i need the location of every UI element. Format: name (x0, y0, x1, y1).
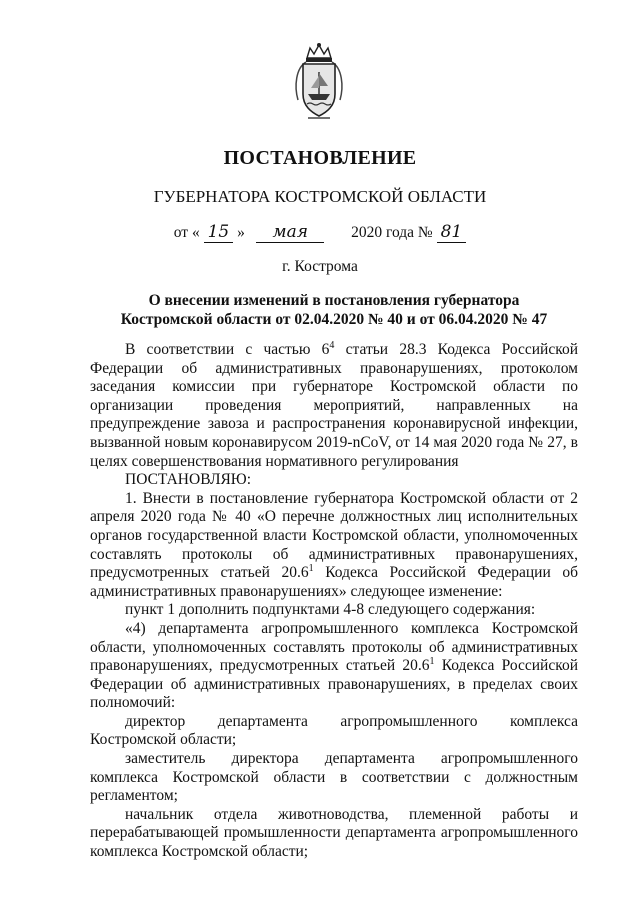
superscript: 1 (308, 562, 314, 574)
text-run: статьи 28.3 Кодекса Российской Федерации об административных правонарушениях, протоколом заседания комиссии при губернаторе Костромской области по организации проведения мероприятий, направленных на предупреждение завоза и распространения коронавирусной инфекции, вызванной новым коронавирусом 2019-nCoV, от 14 мая 2020 года № 27, в целях совершенствования нормативного регулирования (90, 341, 579, 470)
text-run: «4) департамента агропромышленного комплекса Костромской области, уполномоченных составлять протоколы об административных правонарушениях, предусмотренных статьей 20.6 (90, 619, 578, 675)
text-run: 1. Внести в постановление губернатора Костромской области от 2 апреля 2020 года № 40 «О перечне должностных лиц исполнительных органов государственной власти Костромской области, уполномоченных составлять протоколы об административных правонарушениях, предусмотренных статьей 20.6 (90, 489, 578, 582)
paragraph-item-1 (90, 490, 578, 602)
date-month: мая (256, 222, 324, 243)
document-subtitle: ГУБЕРНАТОРА КОСТРОМСКОЙ ОБЛАСТИ (153, 187, 487, 206)
document-heading (90, 291, 578, 329)
superscript: 4 (329, 339, 335, 351)
paragraph-director: директор департамента агропромышленного комплекса Костромской области; (90, 712, 578, 749)
doc-number: 81 (437, 222, 467, 243)
date-day: 15 (204, 222, 234, 243)
document-body (90, 341, 578, 862)
text-run: В соответствии с частью 6 (125, 341, 330, 358)
paragraph-deputy: заместитель директора департамента агропромышленного комплекса Костромской области в соответствии с должностным регламентом; (90, 750, 578, 805)
paragraph-preamble (90, 341, 578, 471)
date-year: 2020 года № (351, 224, 433, 241)
document-title: ПОСТАНОВЛЕНИЕ (223, 147, 417, 169)
superscript: 1 (429, 655, 435, 667)
heading-line-1: О внесении изменений в постановления губернатора (148, 292, 520, 309)
date-prefix: от « (173, 224, 200, 241)
date-mid: » (237, 224, 245, 241)
heading-line-2: Костромской области от 02.04.2020 № 40 и от 06.04.2020 № 47 (120, 311, 548, 328)
text-run: Кодекса Российской Федерации об административных правонарушениях» следующее изменение: (90, 564, 578, 600)
paragraph-point-1: пункт 1 дополнить подпунктами 4-8 следующего содержания: (125, 601, 536, 619)
paragraph-decree: ПОСТАНОВЛЯЮ: (125, 471, 252, 489)
coat-of-arms-icon (288, 42, 350, 124)
city-line: г. Кострома (282, 258, 358, 275)
text-run: Кодекса Российской Федерации об административных правонарушениях, в пределах своих полномочий: (90, 657, 578, 712)
paragraph-head-dept: начальник отдела животноводства, племенной работы и перерабатывающей промышленности департамента агропромышленного комплекса Костромской области; (90, 805, 578, 861)
paragraph-subpoint-4 (90, 620, 578, 713)
date-line (0, 222, 640, 243)
